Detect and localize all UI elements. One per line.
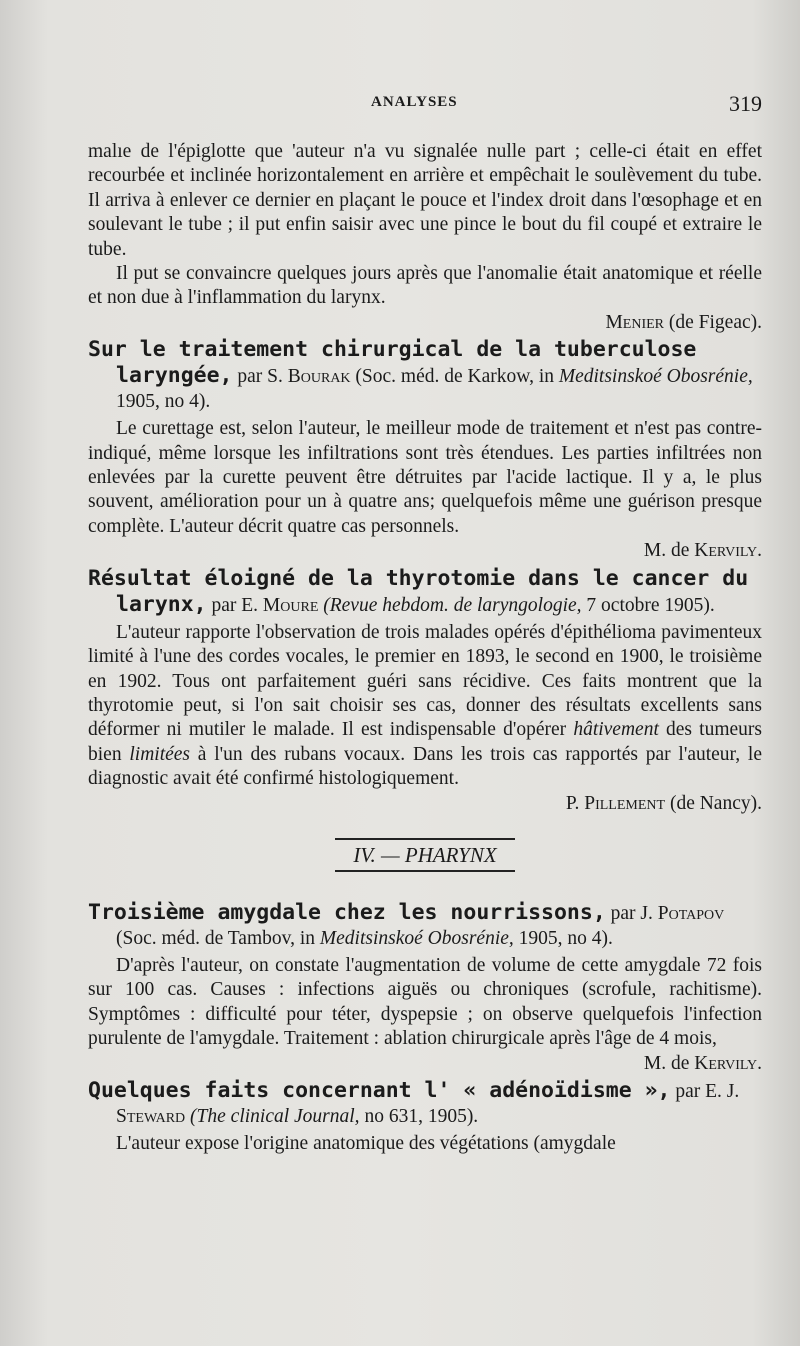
entry-body: D'après l'auteur, on constate l'augmentation de volume de cette amygdale 72 fois sur 100 cas. Causes : infections aiguës ou chroniques (scrofule, rachitisme). Symptômes : difficulté pour téter, dyspepsie ; on observe quelquefois l'infection purulente de l'amygdale. Traitement : ablation chirurgicale après l'âge de 4 mois, (88, 954, 762, 1050)
signature-initial: M. de (643, 1052, 690, 1074)
entry-signature (88, 792, 762, 816)
signature-name: Menier (605, 311, 664, 333)
emphasis-text: limitées (129, 743, 191, 765)
running-title: ANALYSES (371, 94, 458, 110)
body-text: L'auteur rapporte l'observation de trois malades opérés d'épithélioma pavimenteux limité à l'une des cordes vocales, le premier en 1893, le second en 1900, le troisième en 1902. Tous ont parfaitement guéri sans récidive. Ces faits montrent que la thyrotomie peut, si l'on sait choisir ses cas, donner des résultats excellents sans déformer ni mutiler le malade. Il est indispensable d'opérer (88, 621, 762, 741)
entry-heading (88, 900, 762, 951)
entry-title: Quelques faits concernant l' « adénoïdisme », (88, 1077, 671, 1103)
entry-journal: (The clinical Journal, (190, 1105, 360, 1127)
signature-name: Pillement (584, 792, 666, 814)
entry-title: Résultat éloigné de la thyrotomie dans le cancer du larynx, (88, 565, 749, 617)
signature-initial: M. de (643, 540, 690, 562)
entry-heading (88, 566, 762, 618)
body-text: des tumeurs bien (88, 719, 762, 765)
page-header (0, 91, 800, 124)
entry-by: par J. (610, 902, 653, 924)
entry-journal: Meditsinskoé Obosrénie, (558, 366, 753, 388)
entry-by: par E. J. (675, 1080, 740, 1102)
entry-source-end: 1905, no 4). (116, 391, 211, 413)
entry-signature (88, 539, 762, 563)
entry-source-end: 7 octobre 1905). (586, 594, 715, 616)
intro-signature (88, 311, 762, 335)
entry-signature (88, 1052, 762, 1076)
intro-paragraph: malıe de l'épiglotte que 'auteur n'a vu signalée nulle part ; celle-ci était en effet recourbée et inclinée horizontalement en arrière et empêchait le soulèvement du tube. Il arriva à enlever ce dernier en plaçant le pouce et l'index droit dans l'œsophage et en soulevant le tube ; il put enfin saisir avec une pince le bout du fil coupé et extraire le tube. (88, 141, 762, 260)
entry-author: Potapov (657, 902, 725, 924)
intro-paragraph-2: Il put se convaincre quelques jours après que l'anomalie était anatomique et réelle et non due à l'inflammation du larynx. (88, 263, 762, 309)
entry-author: Moure (262, 594, 319, 616)
signature-initial: P. (565, 792, 580, 814)
section-title: IV. — PHARYNX (353, 842, 497, 867)
entry-title: Sur le traitement chirurgical de la tuberculose laryngée, (88, 337, 697, 389)
entry-journal: (Revue hebdom. de laryngologie, (323, 594, 582, 616)
entry-body: Le curettage est, selon l'auteur, le meilleur mode de traitement et n'est pas contre-indiqué, même lorsque les infiltrations sont très étendues. Les parties infiltrées non enlevées par la curette peuvent être détruites par l'acide lactique. Il y a, le plus souvent, amélioration pour un à quatre ans; quelquefois même une guérison presque complète. L'auteur décrit quatre cas personnels. (88, 418, 762, 537)
entry-author: Steward (116, 1105, 186, 1127)
entry-journal: Meditsinskoé Obosrénie, (319, 927, 514, 949)
entry-author: Bourak (287, 366, 351, 388)
entry-by: par E. (211, 594, 259, 616)
page-number: 319 (729, 91, 762, 116)
entry-by: par S. (237, 366, 283, 388)
signature-place: (de Nancy). (669, 792, 762, 814)
signature-place: (de Figeac). (668, 311, 762, 333)
entry-title: Troisième amygdale chez les nourrissons, (88, 899, 606, 925)
entry-heading (88, 1078, 762, 1129)
entry-source-end: no 631, 1905). (364, 1105, 479, 1127)
entry-source: (Soc. méd. de Karkow, in (355, 366, 554, 388)
entry-body (88, 621, 762, 792)
entry-heading (88, 337, 762, 414)
signature-name: Kervily. (694, 1052, 762, 1074)
entry-body: L'auteur expose l'origine anatomique des végétations (amygdale (116, 1132, 616, 1154)
body-text: à l'un des rubans vocaux. Dans les trois cas rapportés par l'auteur, le diagnostic avait été confirmé histologiquement. (88, 743, 762, 790)
signature-name: Kervily. (694, 540, 762, 562)
entry-source: (Soc. méd. de Tambov, in (116, 927, 316, 949)
entry-source-end: 1905, no 4). (518, 927, 613, 949)
emphasis-text: hâtivement (573, 719, 659, 741)
page-content (88, 140, 762, 1156)
